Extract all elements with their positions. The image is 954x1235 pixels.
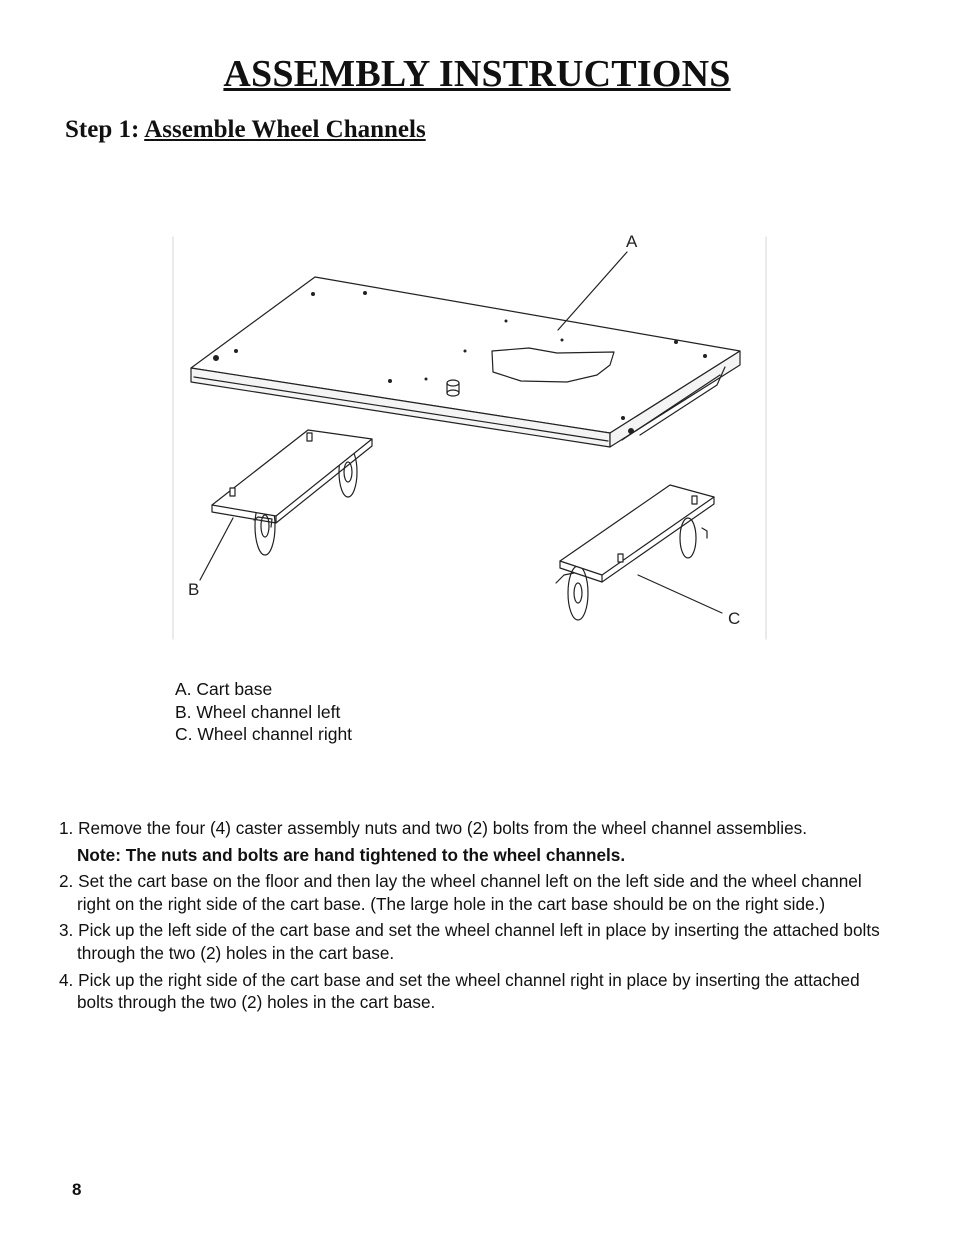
step-prefix: Step 1: [65, 116, 140, 143]
cart-base-drawing [191, 277, 740, 447]
page-number: 8 [72, 1180, 82, 1199]
leader-line-b [200, 518, 233, 580]
instruction-note: Note: The nuts and bolts are hand tightened to the wheel channels. [77, 844, 626, 865]
leader-line-a [558, 252, 627, 330]
instruction-step-4: 4. Pick up the right side of the cart base and set the wheel channel right in place by inserting the attached bolts through the two (2) holes in the cart base. [59, 969, 860, 1013]
callout-c: C [728, 609, 741, 628]
leader-line-c [638, 575, 722, 613]
assembly-illustration [172, 235, 768, 641]
wheel-channel-left-drawing [212, 430, 372, 555]
step-heading [65, 116, 426, 144]
legend-item-wheel-channel-right: C. Wheel channel right [175, 724, 353, 744]
callout-a: A [626, 232, 638, 251]
assembly-diagram [172, 232, 768, 641]
page-title: ASSEMBLY INSTRUCTIONS [223, 53, 731, 95]
callout-b: B [188, 580, 200, 599]
step-name: Assemble Wheel Channels [144, 116, 426, 143]
wheel-channel-right-drawing [556, 485, 714, 620]
instruction-step-2: 2. Set the cart base on the floor and then lay the wheel channel left on the left side and the wheel channel right on the right side of the cart base. (The large hole in the cart base should be on the right side.) [59, 871, 862, 914]
parts-legend [175, 678, 352, 746]
legend-item-cart-base: A. Cart base [175, 679, 273, 699]
instruction-list [59, 817, 889, 1018]
instruction-step-1: 1. Remove the four (4) caster assembly nuts and two (2) bolts from the wheel channel assemblies. [59, 818, 808, 838]
instruction-step-3: 3. Pick up the left side of the cart base and set the wheel channel left in place by inserting the attached bolts through the two (2) holes in the cart base. [59, 920, 880, 963]
legend-item-wheel-channel-left: B. Wheel channel left [175, 701, 341, 722]
